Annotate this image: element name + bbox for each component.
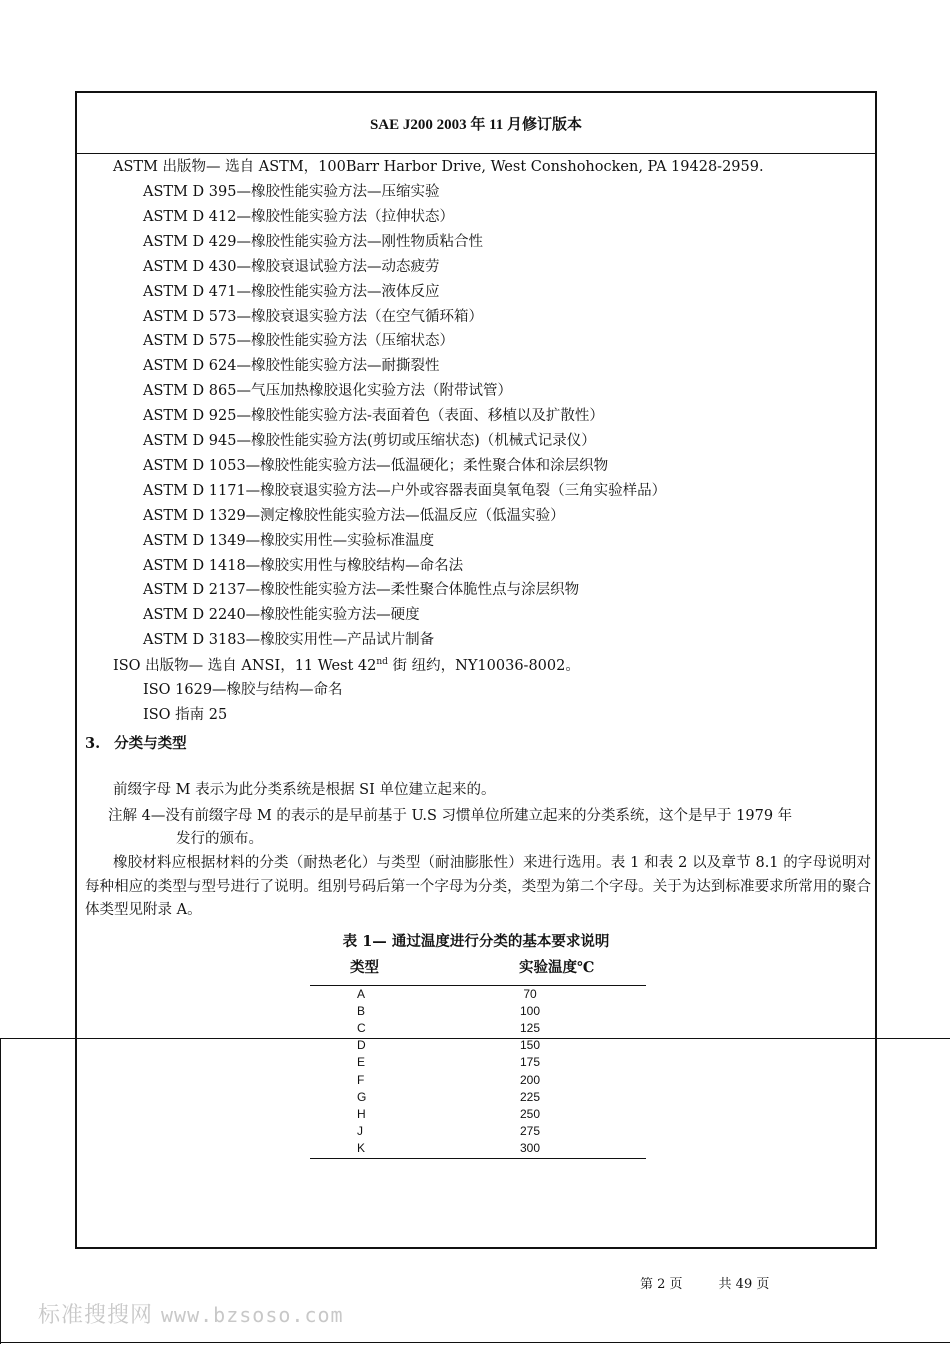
table-cell-temp: 200 [519,1072,541,1087]
iso-intro-text: ISO 出版物— 选自 ANSI，11 West 42 [113,658,377,674]
note-4-continuation: 发行的颁布。 [176,831,263,847]
table-cell-type: K [357,1140,366,1155]
watermark-url: www.bzsoso.com [161,1303,344,1327]
table-cell-temp: 225 [519,1089,541,1104]
table-cell-type: G [357,1089,367,1104]
section-number: 3. [85,735,101,752]
page-number: 第 2 页 [640,1277,683,1292]
iso-intro-superscript: nd [376,657,388,668]
table-cell-temp: 150 [519,1038,541,1053]
astm-item: ASTM D 1171—橡胶衰退实验方法—户外或容器表面臭氧龟裂（三角实验样品） [143,482,667,499]
astm-item: ASTM D 2240—橡胶性能实验方法—硬度 [143,607,420,624]
table-cell-type: F [357,1072,365,1087]
section-title: 分类与类型 [114,735,187,752]
page-left-edge [0,1038,1,1344]
table-cell-type: C [357,1021,366,1036]
page-total: 共 49 页 [718,1277,770,1292]
astm-item: ASTM D 624—橡胶性能实验方法—耐撕裂性 [143,358,440,375]
astm-item: ASTM D 3183—橡胶实用性—产品试片制备 [143,632,435,649]
table-cell-temp: 250 [519,1106,541,1121]
watermark-site: 标准搜搜网 [38,1303,154,1328]
table-cell-temp: 175 [519,1055,541,1070]
astm-item: ASTM D 1418—橡胶实用性与橡胶结构—命名法 [143,557,464,574]
astm-item: ASTM D 412—橡胶性能实验方法（拉伸状态） [143,208,454,225]
table-cell-type: B [357,1004,366,1019]
watermark [38,1298,344,1329]
astm-item: ASTM D 395—橡胶性能实验方法—压缩实验 [143,184,440,200]
astm-item: ASTM D 575—橡胶性能实验方法（压缩状态） [143,333,454,350]
table-cell-temp: 100 [519,1004,541,1019]
table-cell-temp: 125 [519,1021,541,1036]
astm-item: ASTM D 925—橡胶性能实验方法-表面着色（表面、移植以及扩散性） [143,408,604,425]
iso-intro [113,656,580,676]
page-bottom-rule [0,1342,950,1343]
page-footer [640,1273,769,1292]
table-cell-type: A [357,987,366,1001]
table-cell-temp: 70 [523,987,537,1001]
astm-item: ASTM D 573—橡胶衰退实验方法（在空气循环箱） [143,308,483,325]
table-cell-type: H [357,1106,366,1121]
astm-item: ASTM D 1349—橡胶实用性—实验标准温度 [143,532,435,549]
table-cell-type: D [357,1038,366,1053]
table-cell-type: J [357,1123,363,1138]
document-title: SAE J200 2003 年 11 月修订版本 [369,117,583,133]
table-header-type: 类型 [350,959,379,976]
header-divider [75,153,877,154]
section-heading [85,732,187,753]
table-cell-temp: 300 [519,1140,541,1155]
astm-item: ASTM D 471—橡胶性能实验方法—液体反应 [143,283,440,300]
table-1-title: 表 1— 通过温度进行分类的基本要求说明 [342,933,610,950]
table-cell-temp: 275 [519,1123,541,1138]
astm-item: ASTM D 945—橡胶性能实验方法(剪切或压缩状态)（机械式记录仪） [143,433,596,449]
note-4 [108,805,873,851]
table-bottom-rule [310,1158,646,1159]
selection-paragraph: 橡胶材料应根据材料的分类（耐热老化）与类型（耐油膨胀性）来进行选用。表 1 和表 2 以及章节 8.1 的字母说明对每种相应的类型与型号进行了说明。组别号码后第一个字母为分类，类型为第二个字母。关于为达到标准要求所常用的聚合体类型见附录 A。 [85,855,871,918]
astm-item: ASTM D 430—橡胶衰退试验方法—动态疲劳 [143,258,440,275]
table-cell-type: E [357,1055,366,1070]
iso-item: ISO 1629—橡胶与结构—命名 [143,682,343,698]
iso-intro-text-end: 街 纽约，NY10036-8002。 [387,658,580,674]
astm-item: ASTM D 1053—橡胶性能实验方法—低温硬化；柔性聚合体和涂层织物 [143,457,609,474]
prefix-paragraph: 前缀字母 M 表示为此分类系统是根据 SI 单位建立起来的。 [113,782,496,798]
page-seam-rule [0,1038,950,1039]
astm-item: ASTM D 2137—橡胶性能实验方法—柔性聚合体脆性点与涂层织物 [143,582,580,599]
astm-intro: ASTM 出版物— 选自 ASTM，100Barr Harbor Drive, West Conshohocken, PA 19428-2959. [113,159,764,175]
table-header-temp: 实验温度℃ [519,959,595,976]
astm-item: ASTM D 429—橡胶性能实验方法—刚性物质粘合性 [143,233,483,250]
astm-item: ASTM D 1329—测定橡胶性能实验方法—低温反应（低温实验） [143,507,565,524]
astm-item: ASTM D 865—气压加热橡胶退化实验方法（附带试管） [143,383,512,400]
note-4-line: 注解 4—没有前缀字母 M 的表示的是早前基于 U.S 习惯单位所建立起来的分类系统，这个是早于 1979 年 [108,808,793,824]
iso-item: ISO 指南 25 [143,707,228,723]
